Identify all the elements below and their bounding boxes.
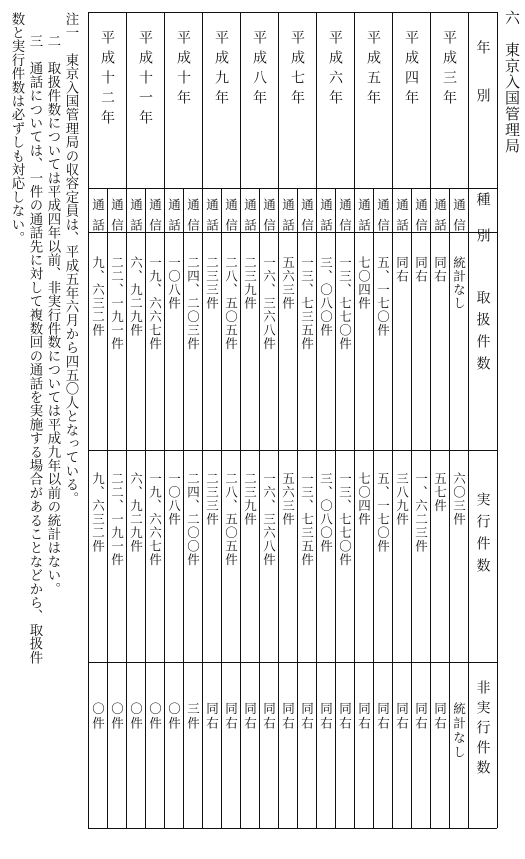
cell-handled-count: 同右 bbox=[413, 256, 429, 283]
row-type: 通話 bbox=[280, 198, 296, 239]
row-type: 通話 bbox=[90, 198, 106, 239]
cell-executed-count: 一三、七七〇件 bbox=[337, 472, 353, 567]
cell-not-executed-count: 〇件 bbox=[128, 702, 144, 731]
cell-executed-count: 二二、一九一件 bbox=[109, 472, 125, 567]
cell-executed-count: 一六、三六八件 bbox=[261, 472, 277, 567]
cell-handled-count: 二四、二〇三件 bbox=[185, 256, 201, 351]
row-divider bbox=[259, 188, 260, 828]
year-divider bbox=[354, 12, 355, 828]
band-divider-3 bbox=[88, 450, 497, 451]
cell-handled-count: 一〇八件 bbox=[166, 256, 182, 310]
cell-executed-count: 二三三件 bbox=[204, 472, 220, 526]
cell-not-executed-count: 同右 bbox=[318, 702, 334, 731]
row-type: 通話 bbox=[242, 198, 258, 239]
note-line-4: 数と実行件数は必ずしも対応しない。 bbox=[9, 12, 24, 245]
row-type: 通話 bbox=[432, 198, 448, 239]
row-type: 通信 bbox=[261, 198, 277, 239]
cell-handled-count: 六、九二九件 bbox=[128, 256, 144, 337]
year-label: 平成五年 bbox=[365, 30, 381, 110]
cell-handled-count: 七〇四件 bbox=[356, 256, 372, 310]
year-divider bbox=[126, 12, 127, 828]
cell-executed-count: 一〇八件 bbox=[166, 472, 182, 526]
row-divider bbox=[297, 188, 298, 828]
document-title: 六 東京入国管理局 bbox=[503, 10, 521, 154]
note-line-3: 三 通話については、一件の通話先に対して複数回の通話を実施する場合があることなどから、取扱件 bbox=[27, 34, 42, 665]
year-label: 平成八年 bbox=[251, 30, 267, 110]
cell-not-executed-count: 〇件 bbox=[147, 702, 163, 731]
cell-executed-count: 五七件 bbox=[432, 472, 448, 513]
cell-executed-count: 二三九件 bbox=[242, 472, 258, 526]
note-line-1: 注一 東京入国管理局の収容定員は、平成五年六月から四五〇人となっている。 bbox=[63, 12, 78, 506]
table-border-right bbox=[497, 12, 498, 828]
header-year: 年 別 bbox=[474, 40, 491, 112]
year-label: 平成七年 bbox=[289, 30, 305, 110]
table-border-left bbox=[88, 12, 89, 828]
row-type: 通話 bbox=[394, 198, 410, 239]
band-divider-1 bbox=[88, 188, 497, 189]
row-divider bbox=[183, 188, 184, 828]
table-border-bottom bbox=[88, 828, 497, 829]
cell-not-executed-count: 同右 bbox=[413, 702, 429, 731]
cell-not-executed-count: 同右 bbox=[337, 702, 353, 731]
header-executed-count: 実行件数 bbox=[474, 492, 491, 580]
row-type: 通話 bbox=[166, 198, 182, 239]
cell-not-executed-count: 同右 bbox=[280, 702, 296, 731]
row-divider bbox=[107, 188, 108, 828]
cell-executed-count: 一九、六六七件 bbox=[147, 472, 163, 567]
year-label: 平成九年 bbox=[213, 30, 229, 110]
cell-not-executed-count: 〇件 bbox=[166, 702, 182, 731]
year-label: 平成十一年 bbox=[137, 30, 153, 130]
cell-not-executed-count: 〇件 bbox=[109, 702, 125, 731]
cell-handled-count: 五、一七〇件 bbox=[375, 256, 391, 337]
cell-not-executed-count: 〇件 bbox=[90, 702, 106, 731]
cell-not-executed-count: 同右 bbox=[394, 702, 410, 731]
cell-handled-count: 同右 bbox=[394, 256, 410, 283]
cell-handled-count: 二三三件 bbox=[204, 256, 220, 310]
cell-executed-count: 五、一七〇件 bbox=[375, 472, 391, 553]
cell-handled-count: 二三九件 bbox=[242, 256, 258, 310]
year-divider bbox=[316, 12, 317, 828]
year-label: 平成十年 bbox=[175, 30, 191, 110]
year-divider bbox=[392, 12, 393, 828]
row-type: 通信 bbox=[337, 198, 353, 239]
cell-not-executed-count: 統計なし bbox=[451, 702, 467, 760]
row-divider bbox=[145, 188, 146, 828]
cell-executed-count: 二四、二〇〇件 bbox=[185, 472, 201, 567]
year-divider bbox=[278, 12, 279, 828]
year-label: 平成三年 bbox=[441, 30, 457, 110]
cell-not-executed-count: 同右 bbox=[261, 702, 277, 731]
row-divider bbox=[335, 188, 336, 828]
cell-handled-count: 一九、六六七件 bbox=[147, 256, 163, 351]
cell-executed-count: 二八、五〇五件 bbox=[223, 472, 239, 567]
cell-handled-count: 九、六三二件 bbox=[90, 256, 106, 337]
row-type: 通話 bbox=[356, 198, 372, 239]
cell-executed-count: 七〇四件 bbox=[356, 472, 372, 526]
cell-not-executed-count: 同右 bbox=[299, 702, 315, 731]
row-type: 通信 bbox=[109, 198, 125, 239]
header-not-executed-count: 非実行件数 bbox=[474, 680, 491, 780]
year-divider bbox=[240, 12, 241, 828]
cell-handled-count: 一三、七三五件 bbox=[299, 256, 315, 351]
row-type: 通話 bbox=[204, 198, 220, 239]
row-type: 通信 bbox=[413, 198, 429, 239]
row-type: 通話 bbox=[318, 198, 334, 239]
cell-executed-count: 一三、七三五件 bbox=[299, 472, 315, 567]
year-divider bbox=[202, 12, 203, 828]
cell-executed-count: 六〇三件 bbox=[451, 472, 467, 526]
cell-handled-count: 一六、三六八件 bbox=[261, 256, 277, 351]
cell-handled-count: 五六三件 bbox=[280, 256, 296, 310]
cell-handled-count: 一三、七七〇件 bbox=[337, 256, 353, 351]
row-divider bbox=[449, 188, 450, 828]
cell-executed-count: 九、六三二件 bbox=[90, 472, 106, 553]
cell-not-executed-count: 同右 bbox=[204, 702, 220, 731]
cell-executed-count: 五六三件 bbox=[280, 472, 296, 526]
header-handled-count: 取扱件数 bbox=[474, 290, 491, 378]
table-border-top bbox=[88, 12, 497, 13]
row-type: 通信 bbox=[451, 198, 467, 239]
cell-executed-count: 三、〇八〇件 bbox=[318, 472, 334, 553]
band-divider-4 bbox=[88, 662, 497, 663]
cell-handled-count: 統計なし bbox=[451, 256, 467, 310]
cell-handled-count: 二二、一九一件 bbox=[109, 256, 125, 351]
row-type: 通信 bbox=[223, 198, 239, 239]
year-label: 平成四年 bbox=[403, 30, 419, 110]
cell-not-executed-count: 同右 bbox=[242, 702, 258, 731]
cell-executed-count: 三八九件 bbox=[394, 472, 410, 526]
row-divider bbox=[221, 188, 222, 828]
row-type: 通信 bbox=[299, 198, 315, 239]
cell-handled-count: 同右 bbox=[432, 256, 448, 283]
row-type: 通信 bbox=[147, 198, 163, 239]
cell-executed-count: 一、六二三件 bbox=[413, 472, 429, 553]
year-label: 平成六年 bbox=[327, 30, 343, 110]
year-divider bbox=[164, 12, 165, 828]
cell-not-executed-count: 同右 bbox=[356, 702, 372, 731]
row-divider bbox=[411, 188, 412, 828]
cell-handled-count: 二八、五〇五件 bbox=[223, 256, 239, 351]
year-label: 平成十二年 bbox=[99, 30, 115, 130]
row-divider bbox=[373, 188, 374, 828]
year-divider bbox=[430, 12, 431, 828]
row-type: 通話 bbox=[128, 198, 144, 239]
cell-not-executed-count: 同右 bbox=[223, 702, 239, 731]
header-type: 種 別 bbox=[474, 192, 491, 246]
note-line-2: 二 取扱件数については平成四年以前、非実行件数については平成九年以前の統計はない。 bbox=[45, 34, 60, 596]
cell-not-executed-count: 三件 bbox=[185, 702, 201, 731]
cell-not-executed-count: 同右 bbox=[432, 702, 448, 731]
row-type: 通信 bbox=[375, 198, 391, 239]
header-column-divider bbox=[468, 12, 469, 828]
row-type: 通信 bbox=[185, 198, 201, 239]
cell-handled-count: 三、〇八〇件 bbox=[318, 256, 334, 337]
cell-executed-count: 六、九二九件 bbox=[128, 472, 144, 553]
cell-not-executed-count: 同右 bbox=[375, 702, 391, 731]
